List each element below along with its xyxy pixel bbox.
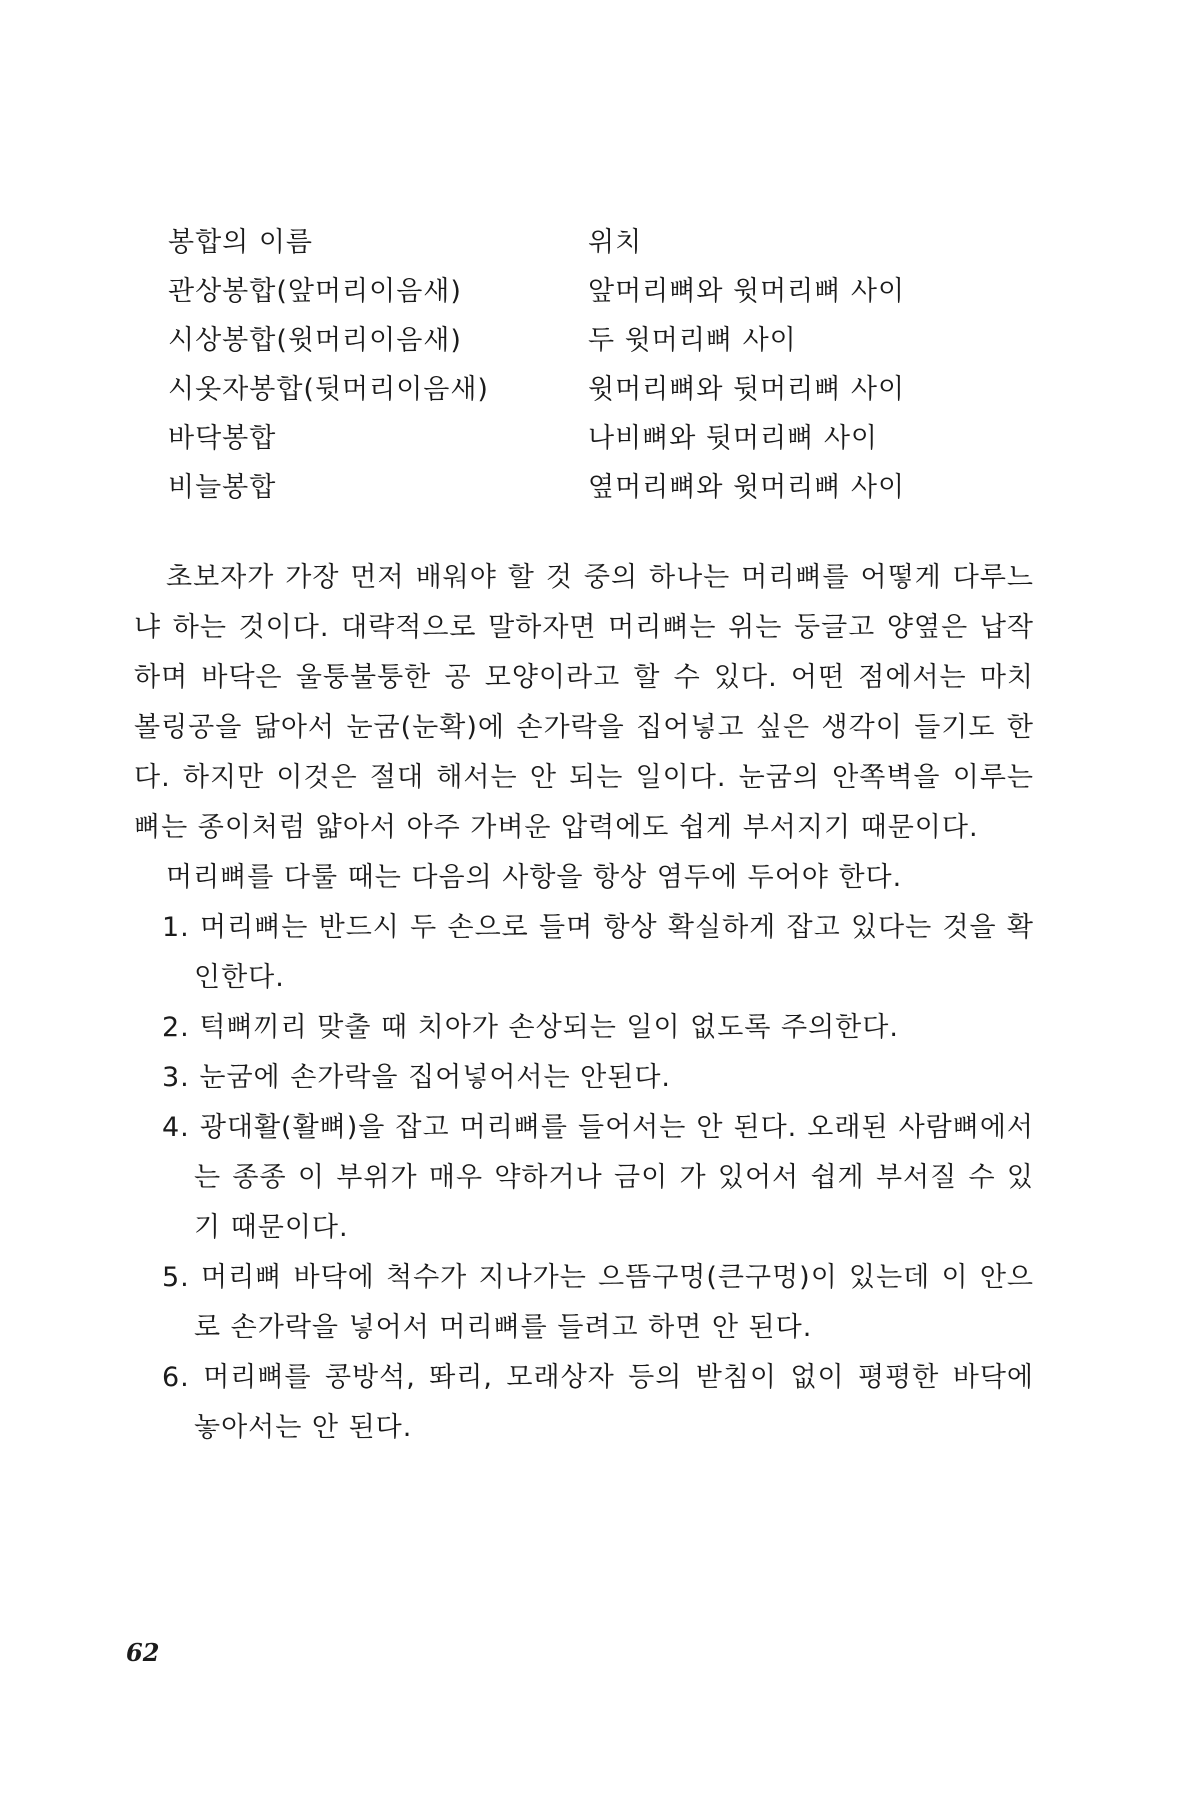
suture-location: 나비뼈와 뒷머리뼈 사이 [588,423,878,454]
list-item [134,903,1034,1003]
header-location: 위치 [588,227,643,258]
body-text [134,553,1034,1453]
item-number: 1. [162,912,190,943]
item-text: 턱뼈끼리 맞출 때 치아가 손상되는 일이 없도록 주의한다. [199,1012,899,1043]
item-text: 광대활(활뼈)을 잡고 머리뼈를 들어서는 안 된다. 오래된 사람뼈에서는 종종 이 부위가 매우 약하거나 금이 가 있어서 쉽게 부서질 수 있기 때문이다. [194,1112,1034,1243]
list-item [134,1353,1034,1453]
list-intro: 머리뼈를 다룰 때는 다음의 사항을 항상 염두에 두어야 한다. [166,862,903,893]
suture-name: 관상봉합(앞머리이음새) [168,276,462,307]
item-number: 4. [162,1112,190,1143]
table-row [168,411,968,460]
suture-name: 비늘봉합 [168,472,277,503]
header-name: 봉합의 이름 [168,227,313,258]
suture-location: 두 윗머리뼈 사이 [588,325,797,356]
list-item [134,1253,1034,1353]
item-text: 눈굼에 손가락을 집어넣어서는 안된다. [199,1062,672,1093]
table-row [168,264,968,313]
item-number: 2. [162,1012,190,1043]
list-item [134,1003,1034,1053]
suture-name: 시상봉합(윗머리이음새) [168,325,462,356]
list-item [134,1103,1034,1253]
table-row [168,460,968,509]
suture-name: 바닥봉합 [168,423,277,454]
suture-location: 옆머리뼈와 윗머리뼈 사이 [588,472,906,503]
item-number: 6. [162,1362,190,1393]
paragraph: 초보자가 가장 먼저 배워야 할 것 중의 하나는 머리뼈를 어떻게 다루느냐 하는 것이다. 대략적으로 말하자면 머리뼈는 위는 둥글고 양옆은 납작하며 바닥은 울퉁불퉁한 공 모양이라고 할 수 있다. 어떤 점에서는 마치 볼링공을 닮아서 눈굼(눈확)에 손가락을 집어넣고 싶은 생각이 들기도 한다. 하지만 이것은 절대 해서는 안 되는 일이다. 눈굼의 안쪽벽을 이루는 뼈는 종이처럼 얇아서 아주 가벼운 압력에도 쉽게 부서지기 때문이다. [134,562,1034,843]
suture-table [168,215,968,509]
table-row [168,362,968,411]
suture-location: 윗머리뼈와 뒷머리뼈 사이 [588,374,906,405]
suture-name: 시옷자봉합(뒷머리이음새) [168,374,489,405]
item-text: 머리뼈 바닥에 척수가 지나가는 으뜸구멍(큰구멍)이 있는데 이 안으로 손가락을 넣어서 머리뼈를 들려고 하면 안 된다. [194,1262,1034,1343]
item-text: 머리뼈를 콩방석, 똬리, 모래상자 등의 받침이 없이 평평한 바닥에 놓아서는 안 된다. [194,1362,1034,1443]
item-text: 머리뼈는 반드시 두 손으로 들며 항상 확실하게 잡고 있다는 것을 확인한다. [194,912,1034,993]
table-row [168,313,968,362]
suture-location: 앞머리뼈와 윗머리뼈 사이 [588,276,906,307]
page-number: 62 [126,1638,160,1667]
item-number: 3. [162,1062,190,1093]
handling-rules-list [134,903,1034,1453]
table-header [168,215,968,264]
list-item [134,1053,1034,1103]
item-number: 5. [162,1262,190,1293]
